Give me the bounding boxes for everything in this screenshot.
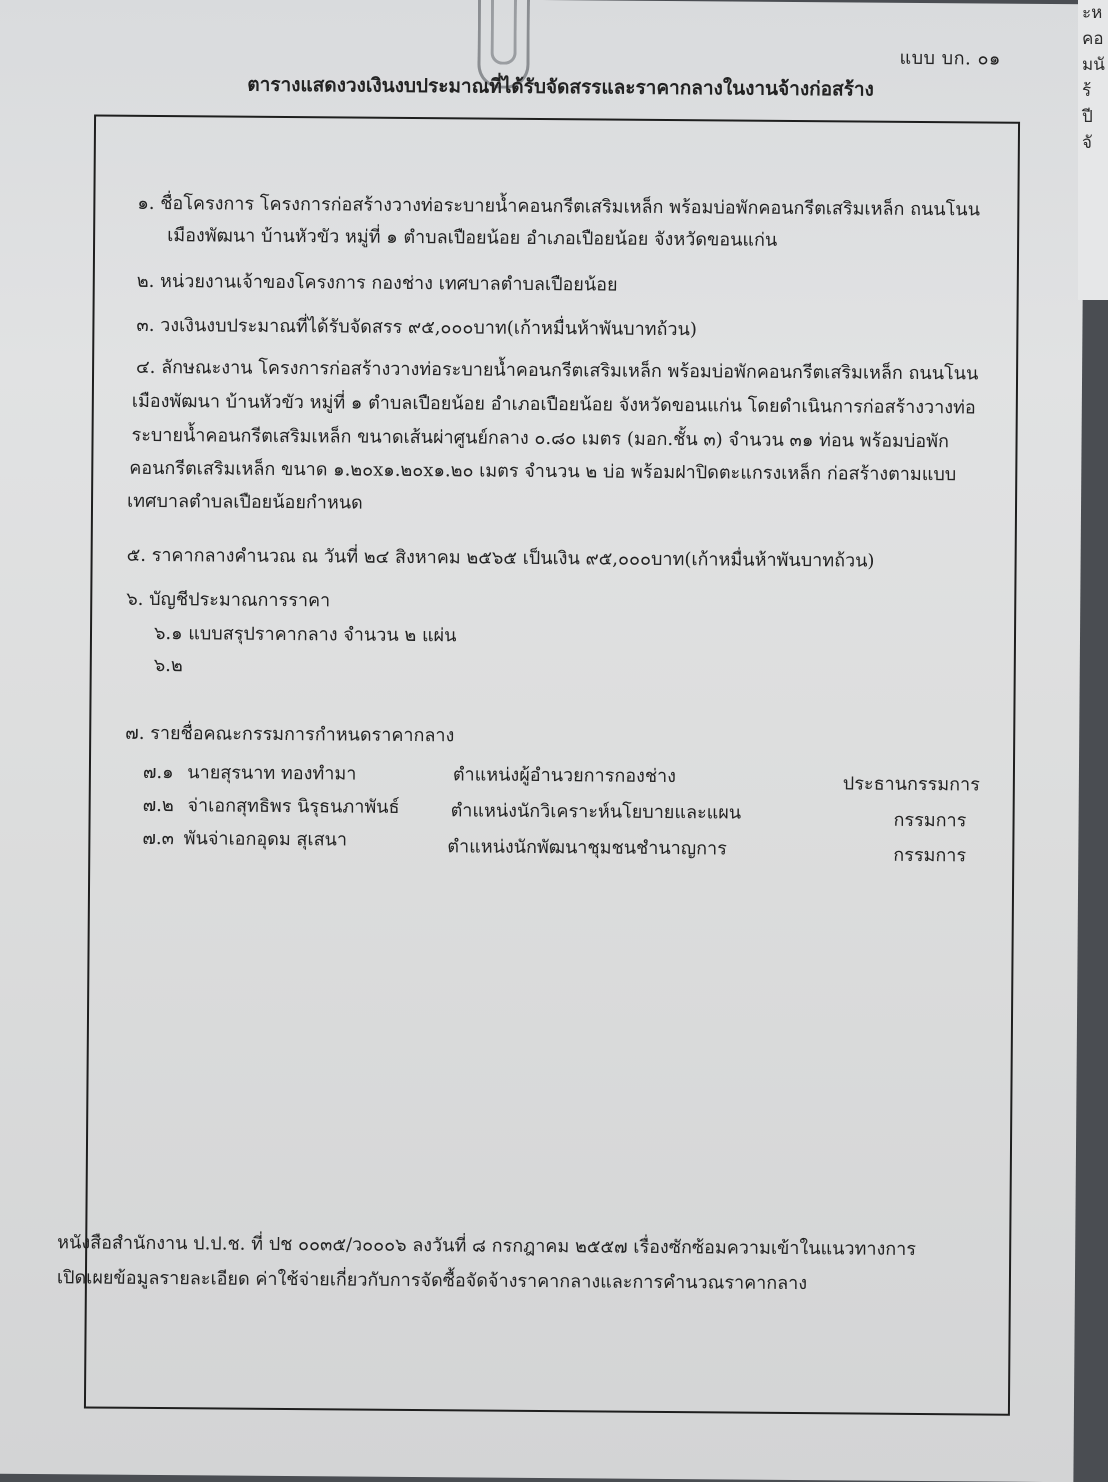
- item-6-1: ๖.๑ แบบสรุปราคากลาง จำนวน ๒ แผ่น: [153, 622, 457, 647]
- committee-role: กรรมการ: [893, 809, 967, 832]
- committee-row: [142, 823, 347, 854]
- item-6-2: ๖.๒: [153, 654, 183, 677]
- edge-text: ร้: [1082, 81, 1092, 101]
- edge-text: ปี: [1082, 107, 1093, 127]
- item-4-line-5: เทศบาลตำบลเปือยน้อยกำหนด: [126, 490, 363, 514]
- committee-position: ตำแหน่งผู้อำนวยการกองช่าง: [452, 764, 677, 788]
- item-1-line-1: ๑. ชื่อโครงการ โครงการก่อสร้างวางท่อระบายน้ำคอนกรีตเสริมเหล็ก พร้อมบ่อพักคอนกรีตเสริมเหล็ก ถนนโนน: [137, 192, 981, 221]
- committee-position: ตำแหน่งนักพัฒนาชุมชนชำนาญการ: [447, 836, 727, 860]
- item-4-line-3: ระบายน้ำคอนกรีตเสริมเหล็ก ขนาดเส้นผ่าศูนย์กลาง ๐.๘๐ เมตร (มอก.ชั้น ๓) จำนวน ๓๑ ท่อน พร้อมบ่อพัก: [131, 424, 950, 453]
- committee-no: ๗.๒: [142, 794, 174, 817]
- item-1-line-2: เมืองพัฒนา บ้านหัวขัว หมู่ที่ ๑ ตำบลเปือยน้อย อำเภอเปือยน้อย จังหวัดขอนแก่น: [167, 225, 778, 251]
- footer-note-line-2: เปิดเผยข้อมูลรายละเอียด ค่าใช้จ่ายเกี่ยวกับการจัดซื้อจัดจ้างราคากลางและการคำนวณราคากลาง: [56, 1267, 808, 1295]
- committee-name: นายสุรนาท ทองทำมา: [187, 762, 357, 785]
- committee-row: [143, 790, 400, 821]
- item-5: ๕. ราคากลางคำนวณ ณ วันที่ ๒๔ สิงหาคม ๒๕๖๕ เป็นเงิน ๙๕,๐๐๐บาท(เก้าหมื่นห้าพันบาทถ้วน): [126, 544, 875, 572]
- committee-name: พันจ่าเอกอุดม สุเสนา: [183, 828, 348, 851]
- content-frame: [56, 114, 1020, 1415]
- item-4-line-4: คอนกรีตเสริมเหล็ก ขนาด ๑.๒๐x๑.๒๐x๑.๒๐ เมตร จำนวน ๒ บ่อ พร้อมฝาปิดตะแกรงเหล็ก ก่อสร้างตามแบบ: [129, 457, 957, 486]
- committee-position: ตำแหน่งนักวิเคราะห์นโยบายและแผน: [450, 800, 742, 824]
- item-6: ๖. บัญชีประมาณการราคา: [126, 588, 331, 612]
- footer-note-line-1: หนังสือสำนักงาน ป.ป.ช. ที่ ปช ๐๐๓๕/ว๐๐๐๖ ลงวันที่ ๘ กรกฎาคม ๒๕๕๗ เรื่องซักซ้อมความเข้าในแนวทางการ: [57, 1232, 917, 1260]
- item-7: ๗. รายชื่อคณะกรรมการกำหนดราคากลาง: [125, 722, 455, 747]
- edge-text: ะห: [1082, 3, 1103, 23]
- edge-text: คอ: [1082, 29, 1104, 49]
- committee-row: [143, 757, 357, 788]
- item-4-line-1: ๔. ลักษณะงาน โครงการก่อสร้างวางท่อระบายน้ำคอนกรีตเสริมเหล็ก พร้อมบ่อพักคอนกรีตเสริมเหล็ก ถนนโนน: [136, 356, 979, 385]
- committee-role: กรรมการ: [893, 844, 967, 867]
- item-4-line-2: เมืองพัฒนา บ้านหัวขัว หมู่ที่ ๑ ตำบลเปือยน้อย อำเภอเปือยน้อย จังหวัดขอนแก่น โดยดำเนินการก่อสร้างวางท่อ: [131, 390, 976, 419]
- committee-role: ประธานกรรมการ: [842, 773, 980, 796]
- committee-no: ๗.๓: [142, 827, 175, 850]
- document-title: ตารางแสดงวงเงินงบประมาณที่ได้รับจัดสรรและราคากลางในงานจ้างก่อสร้าง: [247, 73, 874, 101]
- adjacent-page-edge: [1078, 0, 1108, 300]
- item-3: ๓. วงเงินงบประมาณที่ได้รับจัดสรร ๙๕,๐๐๐บาท(เก้าหมื่นห้าพันบาทถ้วน): [136, 314, 697, 341]
- edge-text: มนั: [1082, 55, 1105, 75]
- committee-no: ๗.๑: [142, 761, 174, 784]
- item-2: ๒. หน่วยงานเจ้าของโครงการ กองช่าง เทศบาลตำบลเปือยน้อย: [136, 270, 618, 296]
- committee-name: จ่าเอกสุทธิพร นิรุธนภาพันธ์: [187, 795, 400, 818]
- form-code: แบบ บก. ๐๑: [899, 47, 1001, 70]
- edge-text: จั: [1082, 133, 1092, 153]
